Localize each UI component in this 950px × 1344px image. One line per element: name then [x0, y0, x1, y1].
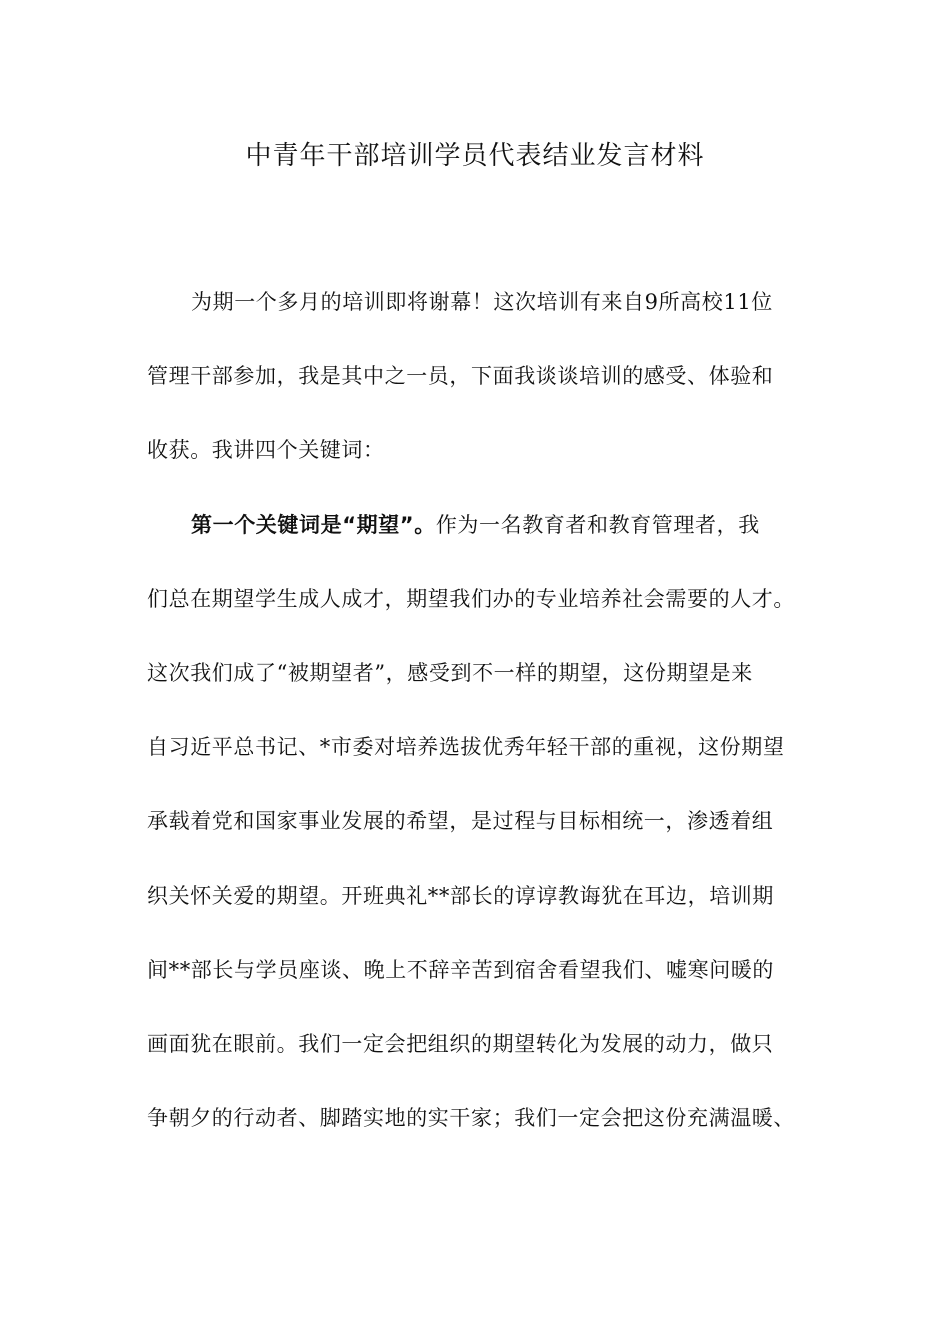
paragraph-line: 为期一个多月的培训即将谢幕！这次培训有来自9所高校11位 — [191, 290, 773, 314]
paragraph-line: 间**部长与学员座谈、晚上不辞辛苦到宿舍看望我们、嘘寒问暖的 — [147, 957, 774, 982]
paragraph-line: 们总在期望学生成人成才，期望我们办的专业培养社会需要的人才。 — [147, 586, 795, 611]
paragraph-line-text: 作为一名教育者和教育管理者，我 — [435, 512, 760, 537]
paragraph-line: 自习近平总书记、*市委对培养选拔优秀年轻干部的重视，这份期望 — [147, 735, 785, 760]
keyword-heading: 第一个关键词是“期望”。 — [191, 512, 436, 537]
paragraph-intro — [147, 282, 807, 505]
document-body — [147, 282, 807, 1172]
paragraph-line: 织关怀关爱的期望。开班典礼**部长的谆谆教诲犹在耳边，培训期 — [147, 883, 774, 908]
paragraph-line: 画面犹在眼前。我们一定会把组织的期望转化为发展的动力，做只 — [147, 1031, 774, 1056]
paragraph-line: 收获。我讲四个关键词： — [147, 438, 385, 463]
document-title: 中青年干部培训学员代表结业发言材料 — [245, 141, 705, 171]
paragraph-line: 承载着党和国家事业发展的希望，是过程与目标相统一，渗透着组 — [147, 809, 774, 834]
paragraph-line: 管理干部参加，我是其中之一员，下面我谈谈培训的感受、体验和 — [147, 364, 774, 389]
paragraph-line: 这次我们成了“被期望者”，感受到不一样的期望，这份期望是来 — [147, 660, 753, 685]
paragraph-keyword-1 — [147, 505, 807, 1173]
paragraph-first-line — [147, 505, 807, 579]
paragraph-line: 争朝夕的行动者、脚踏实地的实干家；我们一定会把这份充满温暖、 — [147, 1106, 795, 1131]
